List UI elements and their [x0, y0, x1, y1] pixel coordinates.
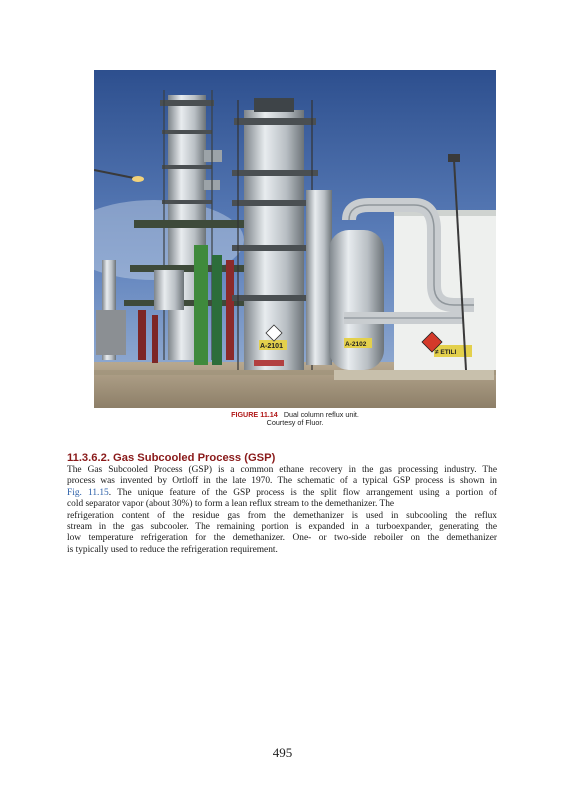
sign-a2101: A-2101 — [260, 343, 283, 350]
section-heading: 11.3.6.2. Gas Subcooled Process (GSP) — [67, 452, 276, 464]
body-line: refrigeration content of the residue gas from the demethanizer is used in subcooling the reflux — [67, 510, 497, 521]
sign-etili: ≠ ETILI — [435, 349, 457, 356]
body-line — [67, 488, 497, 499]
figure-crossref-link[interactable]: Fig. 11.15 — [67, 487, 109, 498]
page-number: 495 — [272, 745, 293, 760]
body-line-rest: . The unique feature of the GSP process is the split flow arrangement using a portion of — [108, 487, 497, 498]
body-line: low temperature refrigeration for the demethanizer. One- or two-side reboiler on the demethanizer — [67, 533, 497, 544]
body-line: is typically used to reduce the refrigeration requirement. — [67, 544, 278, 555]
body-line: cold separator vapor (about 30%) to form a lean reflux stream to the demethanizer. The — [67, 499, 395, 510]
figure-credit: Courtesy of Fluor. — [266, 418, 324, 427]
section-body — [67, 465, 497, 556]
body-line: stream in the gas subcooler. The remaining portion is expanded in a turboexpander, generating the — [67, 522, 497, 533]
figure-label: FIGURE 11.14 — [231, 410, 278, 419]
body-line: The Gas Subcooled Process (GSP) is a common ethane recovery in the gas processing industry. The — [67, 465, 497, 475]
sign-a2102: A-2102 — [345, 341, 367, 348]
figure-photo — [94, 70, 496, 408]
figure-caption-text: Dual column reflux unit. — [283, 410, 359, 419]
body-line: process was invented by Ortloff in the late 1970. The schematic of a typical GSP process is shown in — [67, 476, 497, 487]
